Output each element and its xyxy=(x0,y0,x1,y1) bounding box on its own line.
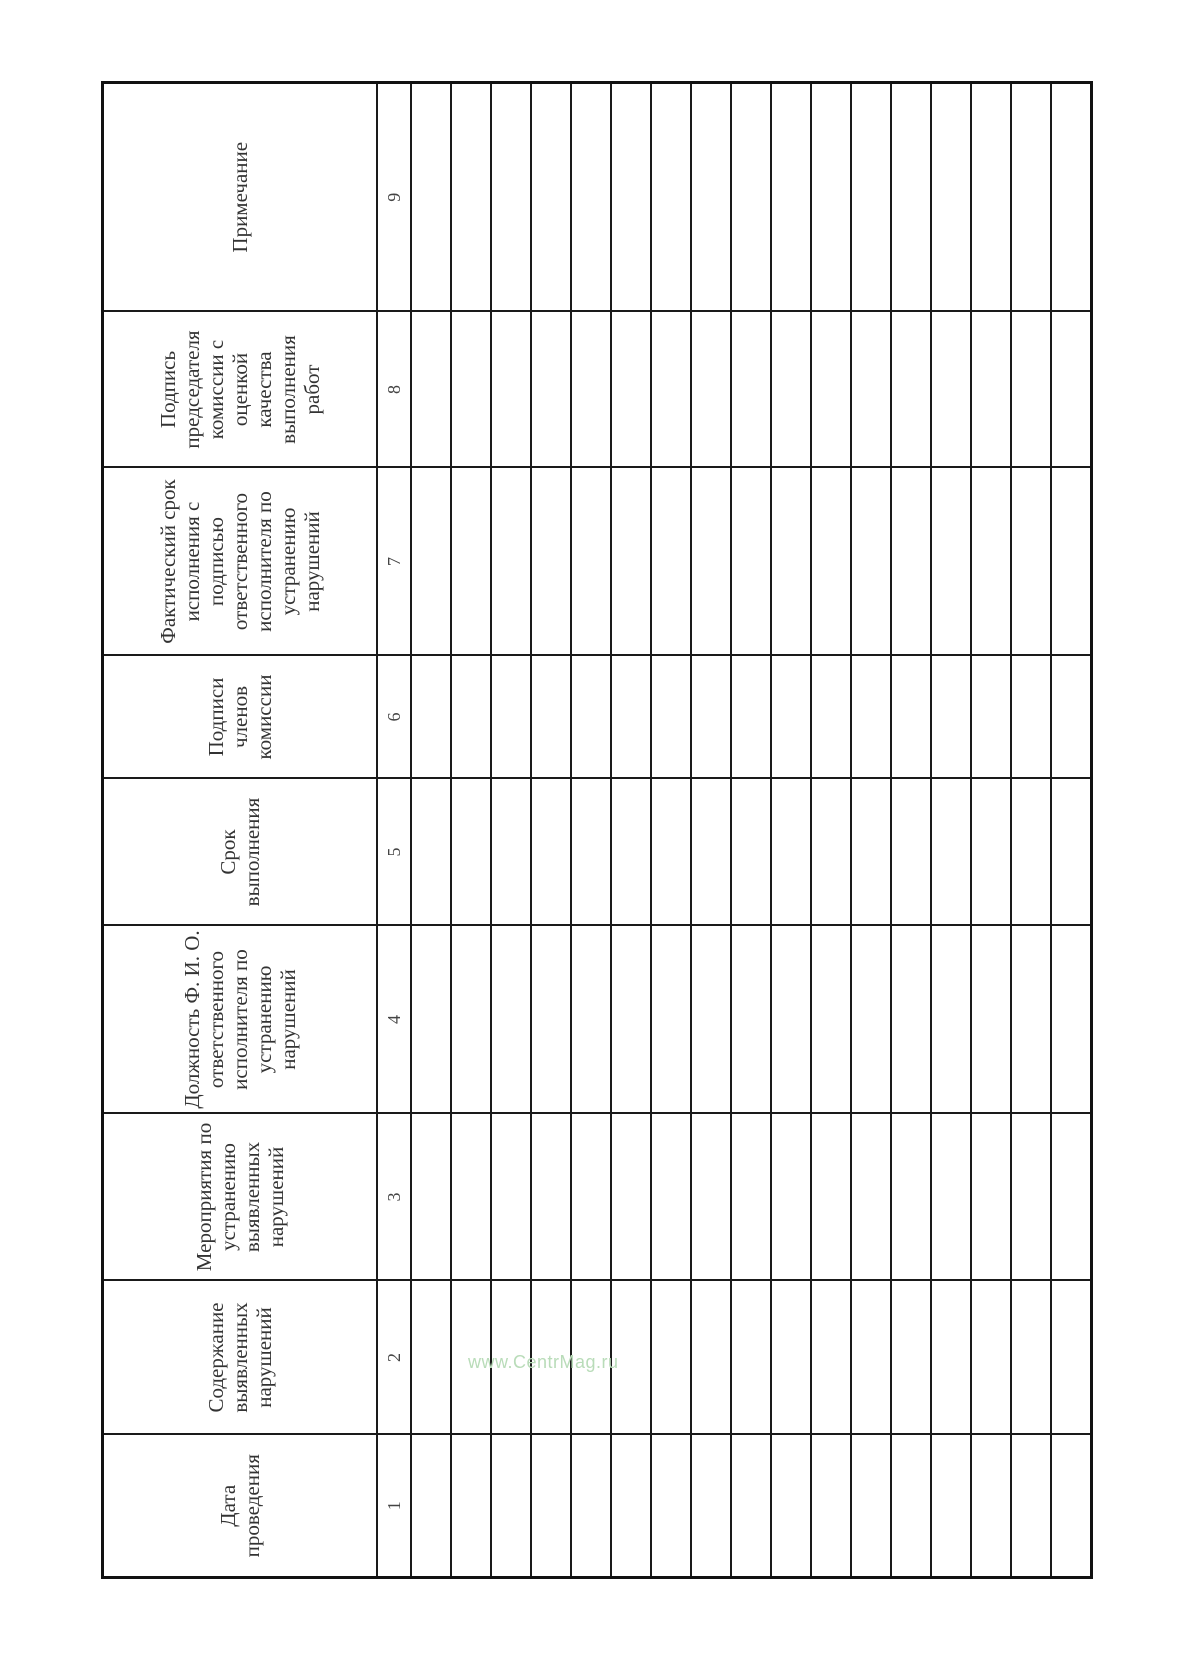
blank-cell[interactable] xyxy=(691,1281,731,1435)
blank-row xyxy=(571,83,611,1578)
column-number: 3 xyxy=(377,1114,411,1281)
blank-cell[interactable] xyxy=(1011,926,1051,1114)
blank-cell[interactable] xyxy=(691,312,731,468)
blank-row xyxy=(411,83,451,1578)
blank-cell[interactable] xyxy=(811,656,851,779)
blank-cell[interactable] xyxy=(771,656,811,779)
blank-cell[interactable] xyxy=(931,312,971,468)
column-header: Подписи членов комиссии xyxy=(103,656,378,779)
blank-cell[interactable] xyxy=(531,1435,571,1578)
column-header: Должность Ф. И. О. ответственного исполнителя по устранению нарушений xyxy=(103,926,378,1114)
blank-row xyxy=(971,83,1011,1578)
column-number: 8 xyxy=(377,312,411,468)
blank-cell[interactable] xyxy=(531,83,571,312)
column-header: Мероприятия по устранению выявленных нарушений xyxy=(103,1114,378,1281)
blank-cell[interactable] xyxy=(491,779,531,926)
blank-cell[interactable] xyxy=(571,312,611,468)
blank-cell[interactable] xyxy=(731,83,771,312)
blank-cell[interactable] xyxy=(611,1281,651,1435)
blank-cell[interactable] xyxy=(1051,926,1092,1114)
blank-cell[interactable] xyxy=(531,656,571,779)
blank-row xyxy=(611,83,651,1578)
column-header: Дата проведения xyxy=(103,1435,378,1578)
blank-cell[interactable] xyxy=(971,468,1011,656)
blank-row xyxy=(451,83,491,1578)
blank-cell[interactable] xyxy=(811,468,851,656)
blank-cell[interactable] xyxy=(731,1435,771,1578)
blank-cell[interactable] xyxy=(531,1281,571,1435)
blank-cell[interactable] xyxy=(931,656,971,779)
watermark-text: www.CentrMag.ru xyxy=(468,1352,619,1372)
blank-cell[interactable] xyxy=(771,1114,811,1281)
blank-cell[interactable] xyxy=(891,1114,931,1281)
blank-row xyxy=(931,83,971,1578)
blank-cell[interactable] xyxy=(411,312,451,468)
blank-cell[interactable] xyxy=(931,926,971,1114)
blank-cell[interactable] xyxy=(411,1114,451,1281)
blank-cell[interactable] xyxy=(691,1435,731,1578)
blank-cell[interactable] xyxy=(811,779,851,926)
blank-row xyxy=(771,83,811,1578)
blank-cell[interactable] xyxy=(571,1435,611,1578)
blank-row xyxy=(651,83,691,1578)
blank-row xyxy=(811,83,851,1578)
blank-cell[interactable] xyxy=(531,312,571,468)
blank-cell[interactable] xyxy=(1011,1435,1051,1578)
blank-cell[interactable] xyxy=(651,926,691,1114)
blank-cell[interactable] xyxy=(651,779,691,926)
blank-cell[interactable] xyxy=(931,1435,971,1578)
blank-cell[interactable] xyxy=(851,1281,891,1435)
rotated-page xyxy=(101,84,1059,1579)
blank-cell[interactable] xyxy=(931,1281,971,1435)
blank-cell[interactable] xyxy=(811,1435,851,1578)
column-number-row xyxy=(377,83,411,1578)
blank-cell[interactable] xyxy=(411,1281,451,1435)
blank-cell[interactable] xyxy=(531,779,571,926)
column-header: Фактический срок исполнения с подписью ответственного исполнителя по устранению нарушений xyxy=(103,468,378,656)
blank-cell[interactable] xyxy=(891,656,931,779)
blank-cell[interactable] xyxy=(611,468,651,656)
blank-cell[interactable] xyxy=(771,83,811,312)
blank-cell[interactable] xyxy=(851,312,891,468)
blank-cell[interactable] xyxy=(451,83,491,312)
column-number: 1 xyxy=(377,1435,411,1578)
blank-cell[interactable] xyxy=(1051,656,1092,779)
blank-cell[interactable] xyxy=(891,1435,931,1578)
blank-cell[interactable] xyxy=(891,83,931,312)
blank-cell[interactable] xyxy=(611,1435,651,1578)
blank-cell[interactable] xyxy=(411,926,451,1114)
blank-cell[interactable] xyxy=(1051,779,1092,926)
blank-cell[interactable] xyxy=(651,1435,691,1578)
blank-cell[interactable] xyxy=(691,1114,731,1281)
column-header: Примечание xyxy=(103,83,378,312)
blank-cell[interactable] xyxy=(771,1281,811,1435)
blank-row xyxy=(1051,83,1092,1578)
blank-cell[interactable] xyxy=(731,926,771,1114)
blank-cell[interactable] xyxy=(851,1435,891,1578)
blank-cell[interactable] xyxy=(691,926,731,1114)
blank-cell[interactable] xyxy=(851,779,891,926)
column-header: Подпись председателя комиссии с оценкой качества выполнения работ xyxy=(103,312,378,468)
blank-cell[interactable] xyxy=(451,312,491,468)
blank-cell[interactable] xyxy=(451,1281,491,1435)
blank-cell[interactable] xyxy=(411,656,451,779)
blank-cell[interactable] xyxy=(531,1114,571,1281)
blank-cell[interactable] xyxy=(1051,1435,1092,1578)
blank-cell[interactable] xyxy=(691,83,731,312)
blank-cell[interactable] xyxy=(491,1435,531,1578)
blank-cell[interactable] xyxy=(931,83,971,312)
blank-cell[interactable] xyxy=(451,779,491,926)
blank-row xyxy=(731,83,771,1578)
blank-cell[interactable] xyxy=(731,468,771,656)
blank-cell[interactable] xyxy=(851,656,891,779)
blank-cell[interactable] xyxy=(611,779,651,926)
blank-cell[interactable] xyxy=(491,312,531,468)
blank-cell[interactable] xyxy=(731,312,771,468)
blank-cell[interactable] xyxy=(571,1114,611,1281)
blank-cell[interactable] xyxy=(971,926,1011,1114)
blank-cell[interactable] xyxy=(491,468,531,656)
blank-cell[interactable] xyxy=(651,83,691,312)
blank-cell[interactable] xyxy=(451,1114,491,1281)
blank-cell[interactable] xyxy=(731,779,771,926)
blank-cell[interactable] xyxy=(971,312,1011,468)
blank-cell[interactable] xyxy=(651,312,691,468)
blank-cell[interactable] xyxy=(691,656,731,779)
column-number: 7 xyxy=(377,468,411,656)
blank-cell[interactable] xyxy=(1051,312,1092,468)
blank-cell[interactable] xyxy=(411,779,451,926)
blank-cell[interactable] xyxy=(1011,312,1051,468)
blank-row xyxy=(891,83,931,1578)
blank-cell[interactable] xyxy=(931,779,971,926)
blank-cell[interactable] xyxy=(851,83,891,312)
blank-cell[interactable] xyxy=(811,926,851,1114)
blank-cell[interactable] xyxy=(611,312,651,468)
blank-cell[interactable] xyxy=(691,779,731,926)
header-row xyxy=(103,83,378,1578)
blank-cell[interactable] xyxy=(931,1114,971,1281)
blank-cell[interactable] xyxy=(491,1114,531,1281)
blank-cell[interactable] xyxy=(411,468,451,656)
blank-row xyxy=(531,83,571,1578)
blank-cell[interactable] xyxy=(451,926,491,1114)
blank-cell[interactable] xyxy=(771,926,811,1114)
blank-cell[interactable] xyxy=(611,1114,651,1281)
blank-cell[interactable] xyxy=(811,1281,851,1435)
blank-cell[interactable] xyxy=(1011,1281,1051,1435)
blank-cell[interactable] xyxy=(891,312,931,468)
blank-row xyxy=(1011,83,1051,1578)
blank-cell[interactable] xyxy=(491,926,531,1114)
blank-cell[interactable] xyxy=(731,1281,771,1435)
blank-cell[interactable] xyxy=(811,83,851,312)
blank-cell[interactable] xyxy=(451,656,491,779)
blank-cell[interactable] xyxy=(971,1435,1011,1578)
blank-cell[interactable] xyxy=(971,83,1011,312)
blank-cell[interactable] xyxy=(891,1281,931,1435)
column-header: Срок выполнения xyxy=(103,779,378,926)
blank-cell[interactable] xyxy=(571,779,611,926)
blank-cell[interactable] xyxy=(771,312,811,468)
blank-cell[interactable] xyxy=(411,83,451,312)
violations-register-table xyxy=(101,81,1093,1579)
blank-cell[interactable] xyxy=(851,468,891,656)
blank-cell[interactable] xyxy=(891,779,931,926)
blank-cell[interactable] xyxy=(451,468,491,656)
column-number: 2 xyxy=(377,1281,411,1435)
blank-cell[interactable] xyxy=(1051,1281,1092,1435)
blank-cell[interactable] xyxy=(611,83,651,312)
blank-row xyxy=(851,83,891,1578)
blank-cell[interactable] xyxy=(931,468,971,656)
blank-cell[interactable] xyxy=(651,1281,691,1435)
blank-cell[interactable] xyxy=(771,779,811,926)
blank-cell[interactable] xyxy=(891,468,931,656)
blank-cell[interactable] xyxy=(651,468,691,656)
blank-row xyxy=(491,83,531,1578)
blank-cell[interactable] xyxy=(1051,468,1092,656)
blank-cell[interactable] xyxy=(491,1281,531,1435)
blank-cell[interactable] xyxy=(451,1435,491,1578)
blank-cell[interactable] xyxy=(1011,656,1051,779)
blank-cell[interactable] xyxy=(971,656,1011,779)
blank-cell[interactable] xyxy=(1011,468,1051,656)
blank-cell[interactable] xyxy=(811,1114,851,1281)
blank-cell[interactable] xyxy=(891,926,931,1114)
blank-cell[interactable] xyxy=(611,656,651,779)
blank-cell[interactable] xyxy=(531,468,571,656)
blank-cell[interactable] xyxy=(771,468,811,656)
blank-cell[interactable] xyxy=(851,1114,891,1281)
blank-cell[interactable] xyxy=(1011,83,1051,312)
column-number: 9 xyxy=(377,83,411,312)
blank-cell[interactable] xyxy=(531,926,571,1114)
blank-cell[interactable] xyxy=(491,656,531,779)
blank-cell[interactable] xyxy=(651,1114,691,1281)
blank-cell[interactable] xyxy=(691,468,731,656)
blank-cell[interactable] xyxy=(1051,83,1092,312)
blank-cell[interactable] xyxy=(731,1114,771,1281)
blank-cell[interactable] xyxy=(1011,779,1051,926)
blank-cell[interactable] xyxy=(1051,1114,1092,1281)
column-number: 5 xyxy=(377,779,411,926)
blank-cell[interactable] xyxy=(491,83,531,312)
column-number: 6 xyxy=(377,656,411,779)
blank-cell[interactable] xyxy=(651,656,691,779)
blank-cell[interactable] xyxy=(771,1435,811,1578)
blank-row xyxy=(691,83,731,1578)
blank-cell[interactable] xyxy=(571,656,611,779)
blank-cell[interactable] xyxy=(971,779,1011,926)
blank-cell[interactable] xyxy=(611,926,651,1114)
blank-cell[interactable] xyxy=(411,1435,451,1578)
blank-cell[interactable] xyxy=(571,926,611,1114)
blank-cell[interactable] xyxy=(571,1281,611,1435)
register-sheet xyxy=(101,84,1059,1579)
blank-cell[interactable] xyxy=(1011,1114,1051,1281)
column-header: Содержание выявленных нарушений xyxy=(103,1281,378,1435)
blank-cell[interactable] xyxy=(571,468,611,656)
blank-cell[interactable] xyxy=(971,1114,1011,1281)
blank-cell[interactable] xyxy=(731,656,771,779)
blank-cell[interactable] xyxy=(571,83,611,312)
blank-cell[interactable] xyxy=(971,1281,1011,1435)
blank-cell[interactable] xyxy=(851,926,891,1114)
column-number: 4 xyxy=(377,926,411,1114)
blank-cell[interactable] xyxy=(811,312,851,468)
